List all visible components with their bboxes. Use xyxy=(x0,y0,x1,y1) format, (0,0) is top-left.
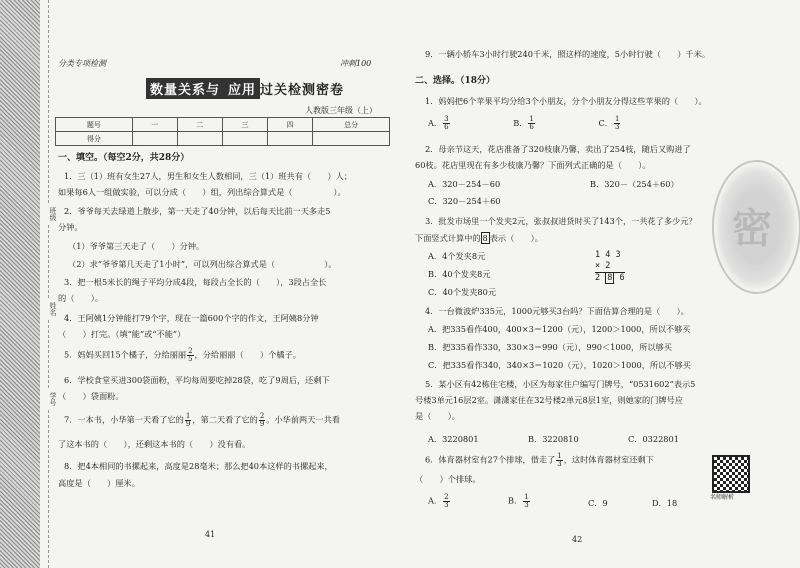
score-head-0: 题号 xyxy=(56,118,133,132)
q2-sub2: （2）求“爷爷第几天走了1小时”，可以列出综合算式是（ ）。 xyxy=(68,259,337,269)
c2-option-b[interactable]: B．320－（254＋60） xyxy=(590,179,679,189)
frac-num: 2 xyxy=(259,412,265,420)
option-label: C． xyxy=(598,117,613,128)
c4-option-b[interactable]: B．把335看作330，330×3＝990（元），990＜1000，所以够买 xyxy=(428,342,672,352)
q3-line1: 3．把一根5米长的绳子平均分成4段，每段占全长的（ ），3段占全长 xyxy=(64,277,327,287)
c1-frac-a xyxy=(443,116,449,131)
c6-line2: （ ）个排球。 xyxy=(415,474,481,484)
name-label: 姓名 xyxy=(49,302,57,316)
q5-fraction xyxy=(187,348,193,363)
q7-line2: 了这本书的（ ），还剩这本书的（ ）没有看。 xyxy=(58,439,251,449)
vmult-box: 8 xyxy=(607,273,613,283)
title-mid: 应用 xyxy=(224,78,260,99)
c6-line1 xyxy=(425,453,654,468)
q7-part3: 。小华前两天一共看 xyxy=(266,414,340,425)
frac-num: 2 xyxy=(188,347,193,355)
q7-part1: 7．一本书，小华第一天看了它的 xyxy=(64,414,184,425)
c6-part1: 6．体育器材室有27个排球，借走了 xyxy=(425,454,556,465)
score-head-4: 四 xyxy=(268,118,313,132)
q7-frac2 xyxy=(259,413,265,428)
frac-den: 3 xyxy=(614,123,620,131)
q6-line1: 6．学校食堂买进300袋面粉，平均每周要吃掉28袋，吃了9周后，还剩下 xyxy=(64,375,330,385)
q4-line2: （ ）打完。（填“能”或“不能”） xyxy=(58,329,186,339)
q9-line: 9．一辆小轿车3小时行驶240千米，照这样的速度，5小时行驶（ ）千米。 xyxy=(425,49,711,59)
c6-option-b[interactable] xyxy=(508,494,531,509)
option-label: B． xyxy=(508,495,523,506)
option-label: A． xyxy=(428,495,443,506)
c6-frac-a xyxy=(443,494,449,509)
q6-line2: （ ）袋面粉。 xyxy=(58,391,124,401)
c6-part2: ，这时体育器材室还剩下 xyxy=(563,454,654,465)
vmult-result xyxy=(595,273,625,284)
c3-part1: 下面竖式计算中的 xyxy=(415,233,481,243)
q8-line2: 高度是（ ）厘米。 xyxy=(58,478,140,488)
score-head-5: 总分 xyxy=(313,118,390,132)
page-number-left: 41 xyxy=(205,530,216,539)
c2-line1: 2．母亲节这天，花店准备了320枝康乃馨，卖出了254枝，随后又购进了 xyxy=(425,144,691,154)
frac-num: 1 xyxy=(614,115,620,123)
vmult-digit: 2 xyxy=(595,273,601,283)
c2-option-a[interactable]: A．320－254－60 xyxy=(428,179,501,189)
q8-line1: 8．把4本相同的书摞起来，高度是28毫米；那么把40本这样的书摞起来， xyxy=(64,461,333,471)
q7-line1 xyxy=(64,413,340,428)
q7-part2: ，第二天看了它的 xyxy=(192,414,258,425)
score-cell[interactable] xyxy=(177,132,222,146)
frac-den: 9 xyxy=(259,420,265,428)
frac-den: 9 xyxy=(185,420,191,428)
score-cell[interactable] xyxy=(313,132,390,146)
option-label: A． xyxy=(428,117,443,128)
frac-num: 2 xyxy=(444,493,449,501)
section-fill-title: 一、填空。（每空2分，共28分） xyxy=(58,153,190,163)
frac-num: 1 xyxy=(185,412,191,420)
c3-option-c[interactable]: C．40个发夹80元 xyxy=(428,287,497,297)
exam-title xyxy=(115,78,375,98)
frac-num: 1 xyxy=(557,452,562,460)
boxed-digit: 8 xyxy=(482,233,488,243)
grade-label: 人教版三年级（上） xyxy=(305,106,377,115)
vmult-top: 1 4 3 xyxy=(595,250,621,260)
frac-num: 1 xyxy=(524,493,529,501)
c3-part2: 表示（ ）。 xyxy=(489,233,543,243)
q5-part2: ，分给丽丽（ ）个橘子。 xyxy=(194,349,301,360)
frac-den: 3 xyxy=(557,460,562,468)
c5-option-a[interactable]: A．3220801 xyxy=(428,434,479,444)
q7-frac1 xyxy=(185,413,191,428)
section-choice-title: 二、选择。（18分） xyxy=(415,76,496,86)
q2-line2: 分钟。 xyxy=(58,222,83,232)
frac-den: 3 xyxy=(444,501,449,509)
c3-option-b[interactable]: B．40个发夹8元 xyxy=(428,269,491,279)
c5-line1: 5．某小区有42栋住宅楼，小区为每家住户编写门牌号，“0531602”表示5 xyxy=(425,379,696,389)
class-label: 班级 xyxy=(49,207,57,221)
c5-option-b[interactable]: B．3220810 xyxy=(528,434,579,444)
c6-frac xyxy=(556,453,562,468)
score-head-1: 一 xyxy=(132,118,177,132)
qr-code[interactable] xyxy=(712,455,750,493)
score-label: 得分 xyxy=(56,132,133,146)
frac-den: 6 xyxy=(529,123,534,131)
gutter xyxy=(40,0,57,568)
c3-line2 xyxy=(415,232,543,244)
sprint-tag: 冲刺100 xyxy=(340,59,372,68)
c3-line1: 3．批发市场里一个发夹2元，张叔叔进货时买了143个，一共花了多少元？ xyxy=(425,216,697,226)
q2-line1: 2．爷爷每天去绿道上散步，第一天走了40分钟，以后每天比前一天多走5 xyxy=(64,206,331,216)
c4-option-a[interactable]: A．把335看作400，400×3＝1200（元），1200＞1000，所以不够买 xyxy=(428,324,691,334)
q5-line xyxy=(64,348,301,363)
c1-option-c[interactable] xyxy=(598,115,621,131)
qr-label: 名师解析 xyxy=(710,494,735,501)
c1-option-b[interactable] xyxy=(513,115,536,131)
score-head-3: 三 xyxy=(222,118,267,132)
frac-den: 5 xyxy=(188,355,193,363)
c5-line2: 号楼3单元16层2室。潇潇家住在32号楼2单元8层1室，则她家的门牌号应 xyxy=(415,395,683,405)
score-cell[interactable] xyxy=(132,132,177,146)
student-id-label: 学号 xyxy=(49,392,57,406)
category-tag: 分类专项检测 xyxy=(58,59,106,68)
c1-line: 1．妈妈把6个苹果平均分给3个小朋友，分个小朋友分得这些苹果的（ ）。 xyxy=(425,96,707,106)
c3-option-a[interactable]: A．4个发夹8元 xyxy=(428,251,486,261)
q4-line1: 4．王阿姨1分钟能打79个字，现在一篇600个字的作文，王阿姨8分钟 xyxy=(64,313,319,323)
c1-frac-b xyxy=(528,116,534,131)
option-label: B． xyxy=(513,117,528,128)
binding-strip xyxy=(0,0,40,568)
c5-line3: 是（ ）。 xyxy=(415,411,461,421)
score-cell[interactable] xyxy=(222,132,267,146)
c5-option-c[interactable]: C．0322801 xyxy=(628,434,679,444)
q3-line2: 的（ ）。 xyxy=(58,293,104,303)
frac-den: 6 xyxy=(444,123,449,131)
c2-line2: 60枝。花店里现在有多少枝康乃馨？下面列式正确的是（ ）。 xyxy=(415,160,651,170)
watermark-stamp xyxy=(712,160,800,294)
c4-line: 4．一台微波炉335元，1000元够买3台吗？下面估算合理的是（ ）。 xyxy=(425,306,689,316)
c1-frac-c xyxy=(614,116,620,131)
c2-option-c[interactable]: C．320－254＋60 xyxy=(428,196,501,206)
score-cell[interactable] xyxy=(268,132,313,146)
q1-line2: 如果每6人一组做实验，可以分成（ ）组，列出综合算式是（ ）。 xyxy=(58,187,346,197)
frac-num: 1 xyxy=(529,115,534,123)
c6-frac-b xyxy=(523,494,529,509)
score-head-2: 二 xyxy=(177,118,222,132)
c1-option-a[interactable] xyxy=(428,115,451,131)
score-table xyxy=(55,117,390,146)
stamp-char: 密 xyxy=(732,205,772,252)
c1-choices xyxy=(428,116,621,131)
c6-option-d[interactable]: D．18 xyxy=(652,498,678,508)
q5-part1: 5．妈妈买回15个橘子，分给丽丽 xyxy=(64,349,187,360)
page-number-right: 42 xyxy=(572,535,583,544)
frac-num: 3 xyxy=(444,115,449,123)
q1-line1: 1．三（1）班有女生27人，男生和女生人数相同，三（1）班共有（ ）人； xyxy=(64,171,353,181)
c6-option-c[interactable]: C．9 xyxy=(588,498,608,508)
c6-option-a[interactable] xyxy=(428,494,451,509)
vmult-mul: × 2 xyxy=(595,261,625,273)
frac-den: 3 xyxy=(524,501,529,509)
title-prefix: 数量关系与 xyxy=(146,78,224,99)
c4-option-c[interactable]: C．把335看作340，340×3＝1020（元），1020＞1000，所以不够买 xyxy=(428,360,691,370)
vmult-digit: 6 xyxy=(619,273,625,283)
vertical-multiplication xyxy=(595,250,625,284)
title-suffix: 过关检测密卷 xyxy=(260,82,345,98)
q2-sub1: （1）爷爷第三天走了（ ）分钟。 xyxy=(68,241,205,251)
